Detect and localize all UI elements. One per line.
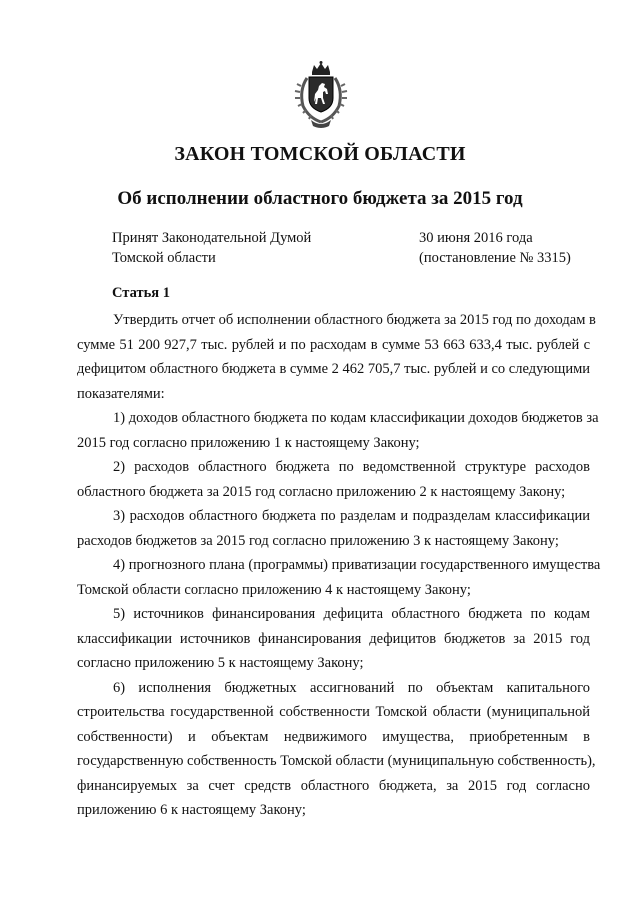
paragraph-line: 1) доходов областного бюджета по кодам классификации доходов бюджетов за [113,410,599,426]
paragraph-line: 5) источников финансирования дефицита областного бюджета по кодам [113,606,590,622]
article-paragraph [77,455,590,504]
paragraph-line: дефицитом областного бюджета в сумме 2 462 705,7 тыс. рублей и со следующими [77,361,591,377]
adopted-by-line-2: Томской области [112,250,216,266]
adopted-by-line-1: Принят Законодательной Думой [112,230,312,246]
adoption-date: 30 июня 2016 года [419,230,533,246]
paragraph-line: Утвердить отчет об исполнении областного бюджета за 2015 год по доходам в [113,312,596,328]
adoption-date-block [419,228,571,268]
paragraph-line: государственную собственность Томской области (муниципальную собственность), [77,753,596,769]
paragraph-line: 4) прогнозного плана (программы) приватизации государственного имущества [113,557,601,573]
paragraph-line: Томской области согласно приложению 4 к настоящему Закону; [77,581,471,598]
law-subtitle: Об исполнении областного бюджета за 2015 год [117,188,523,209]
paragraph-line: строительства государственной собственности Томской области (муниципальной [77,704,590,720]
paragraph-line: показателями: [77,385,165,402]
paragraph-line: расходов бюджетов за 2015 год согласно приложению 3 к настоящему Закону; [77,532,559,549]
paragraph-line: 2) расходов областного бюджета по ведомственной структуре расходов [113,459,590,475]
article-paragraph [77,553,601,602]
paragraph-line: сумме 51 200 927,7 тыс. рублей и по расходам в сумме 53 663 633,4 тыс. рублей с [77,336,590,353]
paragraph-line: 6) исполнения бюджетных ассигнований по объектам капитального [113,679,590,696]
law-title: ЗАКОН ТОМСКОЙ ОБЛАСТИ [174,143,466,165]
article-paragraph [77,602,590,676]
resolution-number: (постановление № 3315) [419,250,571,266]
paragraph-line: согласно приложению 5 к настоящему Закону; [77,655,364,671]
article-heading: Статья 1 [112,285,170,301]
paragraph-line: финансируемых за счет средств областного бюджета, за 2015 год согласно [77,777,590,794]
article-paragraph [77,676,596,823]
article-paragraph [77,504,590,553]
paragraph-line: областного бюджета за 2015 год согласно приложению 2 к настоящему Закону; [77,483,566,500]
article-paragraph [77,406,599,455]
article-paragraph [77,308,596,406]
coat-of-arms-icon [293,60,349,130]
article-body [77,308,601,823]
paragraph-line: собственности) и объектам недвижимого имущества, приобретенным в [77,728,590,745]
adopted-by-block [112,228,311,268]
paragraph-line: приложению 6 к настоящему Закону; [77,802,306,818]
paragraph-line: 3) расходов областного бюджета по разделам и подразделам классификации [113,508,590,524]
paragraph-line: классификации источников финансирования дефицитов бюджетов за 2015 год [77,630,590,647]
paragraph-line: 2015 год согласно приложению 1 к настоящему Закону; [77,434,420,451]
